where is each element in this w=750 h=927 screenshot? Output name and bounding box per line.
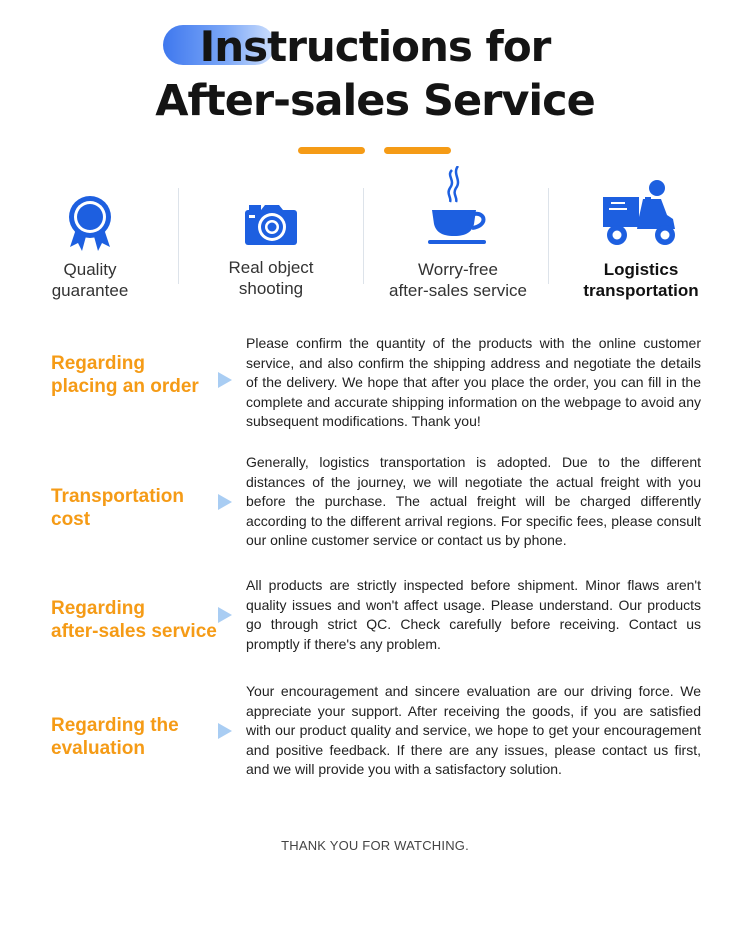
feature-logistics-transportation [551, 175, 731, 300]
feature-real-object-shooting [181, 175, 361, 300]
feature-divider [178, 188, 179, 284]
section-heading-line-1: Regarding [51, 353, 145, 374]
feature-label-line-1: Quality [63, 260, 117, 279]
section-heading-line-2: placing an order [51, 376, 199, 397]
feature-divider [548, 188, 549, 284]
section-text-after-sales-service: All products are strictly inspected before shipment. Minor flaws aren't quality issues and won't affect usage. Please understand. Our products go through strict QC. Check carefully before receiving. Contact us promptly if there's any problem. [246, 577, 701, 652]
section-arrow-icon [218, 494, 232, 510]
coffee-cup-icon [426, 166, 490, 248]
feature-quality-guarantee [0, 175, 180, 300]
feature-label-line-1: Worry-free [418, 260, 498, 279]
decorative-bar-right [384, 147, 451, 154]
page-title-line-2: After-sales Service [155, 76, 595, 126]
section-arrow-icon [218, 607, 232, 623]
camera-icon [243, 205, 299, 245]
section-text-transportation-cost: Generally, logistics transportation is adopted. Due to the different distances of the journey, we will negotiate the actual freight with you before the purchase. The actual freight will be charged differently according to the different arrival regions. For specific fees, please consult our online customer service or contact us by phone. [246, 454, 701, 549]
feature-label-line-2: transportation [583, 281, 699, 300]
decorative-bar-left [298, 147, 365, 154]
section-text-placing-order: Please confirm the quantity of the products with the online customer service, and also confirm the shipping address and negotiate the details of the delivery. We hope that after you place the order, you can fill in the complete and accurate shipping information on the webpage to avoid any subsequent modifications. Thank you! [246, 335, 701, 430]
section-heading-placing-order [51, 352, 199, 398]
section-arrow-icon [218, 723, 232, 739]
section-heading-line-2: evaluation [51, 738, 145, 759]
section-heading-line-1: Transportation [51, 486, 185, 507]
feature-label-line-1: Logistics [603, 260, 679, 279]
section-heading-line-2: cost [51, 509, 91, 530]
section-heading-after-sales-service [51, 597, 217, 643]
section-heading-line-1: Regarding [51, 598, 145, 619]
section-heading-line-1: Regarding the [51, 715, 179, 736]
section-text-evaluation: Your encouragement and sincere evaluation are our driving force. We appreciate your support. After receiving the goods, if you are satisfied with our product quality and service, we hope to get your encouragement and positive feedback. If there are any issues, please contact us first, and we will provide you with a satisfactory solution. [246, 683, 701, 778]
feature-divider [363, 188, 364, 284]
feature-worry-free-service [368, 175, 548, 300]
feature-label-line-2: guarantee [51, 281, 129, 300]
footer-thank-you: THANK YOU FOR WATCHING. [281, 838, 469, 853]
feature-label-line-1: Real object [228, 258, 314, 277]
section-heading-line-2: after-sales service [51, 621, 217, 642]
feature-label-line-2: after-sales service [389, 281, 527, 300]
page-title-line-1: Instructions for [199, 22, 551, 71]
feature-label-line-2: shooting [238, 279, 304, 298]
award-ribbon-icon [64, 195, 116, 253]
section-heading-transportation-cost [51, 485, 184, 531]
section-arrow-icon [218, 372, 232, 388]
section-heading-evaluation [51, 714, 179, 760]
delivery-scooter-icon [603, 179, 679, 247]
